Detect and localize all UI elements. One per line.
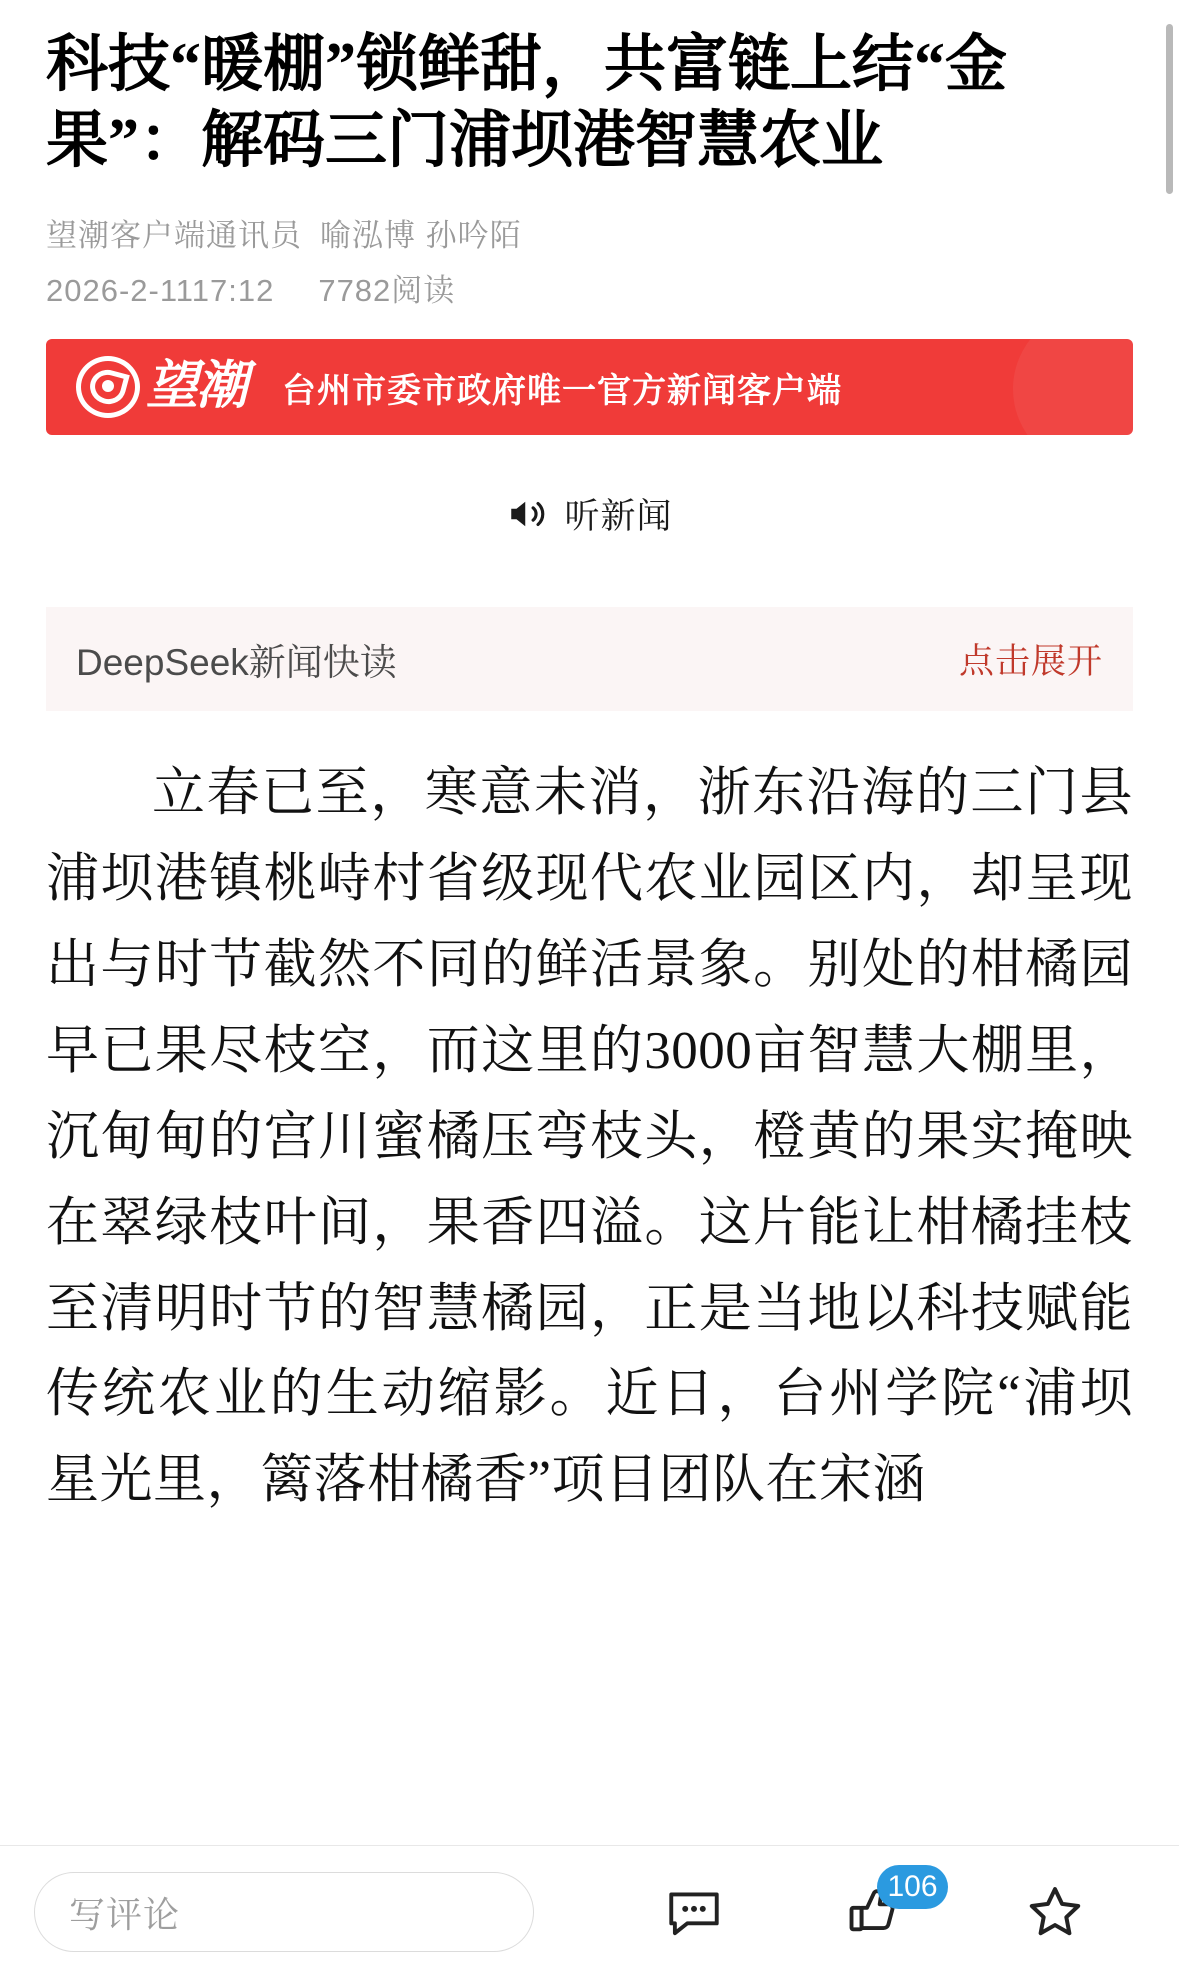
- deepseek-summary-label: DeepSeek新闻快读: [76, 642, 397, 684]
- page-title: 科技“暖棚”锁鲜甜，共富链上结“金果”：解码三门浦坝港智慧农业: [46, 31, 1008, 175]
- vertical-scrollbar[interactable]: [1166, 24, 1173, 194]
- listen-news-button[interactable]: [46, 489, 1133, 539]
- bottom-action-bar: [0, 1845, 1179, 1978]
- app-promo-banner[interactable]: [46, 339, 1133, 435]
- comment-input-placeholder: 写评论: [69, 1893, 181, 1935]
- like-button[interactable]: [831, 1869, 938, 1955]
- comment-input[interactable]: [34, 1872, 534, 1952]
- speaker-icon: [506, 493, 548, 535]
- listen-news-label: 听新闻: [564, 497, 673, 537]
- comment-bubble-icon: [663, 1881, 725, 1943]
- expand-summary-button[interactable]: 点击展开: [958, 642, 1103, 682]
- action-icons: [534, 1869, 1145, 1955]
- article-paragraph: 立春已至，寒意未消，浙东沿海的三门县浦坝港镇桃峙村省级现代农业园区内，却呈现出与时节截然不同的鲜活景象。别处的柑橘园早已果尽枝空，而这里的3000亩智慧大棚里，沉甸甸的宫川蜜橘压弯枝头，橙黄的果实掩映在翠绿枝叶间，果香四溢。这片能让柑橘挂枝至清明时节的智慧橘园，正是当地以科技赋能传统农业的生动缩影。近日，台州学院“浦坝星光里，篱落柑橘香”项目团队在宋涵: [46, 764, 1133, 1510]
- like-count-badge: 106: [877, 1865, 947, 1909]
- wangchao-logo: [72, 350, 246, 424]
- read-count: 7782阅读: [318, 272, 456, 308]
- star-outline-icon: [1023, 1880, 1087, 1944]
- deepseek-summary-bar[interactable]: [46, 607, 1133, 711]
- byline: [46, 213, 1133, 260]
- byline-source: 望潮客户端通讯员: [46, 218, 302, 254]
- comment-button[interactable]: [651, 1869, 737, 1955]
- favorite-button[interactable]: [1012, 1869, 1098, 1955]
- publish-date: 2026-2-11: [46, 272, 193, 308]
- banner-slogan: 台州市委市政府唯一官方新闻客户端: [282, 371, 843, 410]
- logo-text: 望潮: [146, 358, 247, 416]
- byline-authors: 喻泓博 孙吟陌: [320, 218, 522, 254]
- article-meta: [46, 266, 1133, 316]
- logo-bird-icon: [72, 350, 146, 424]
- publish-time: 17:12: [192, 272, 275, 308]
